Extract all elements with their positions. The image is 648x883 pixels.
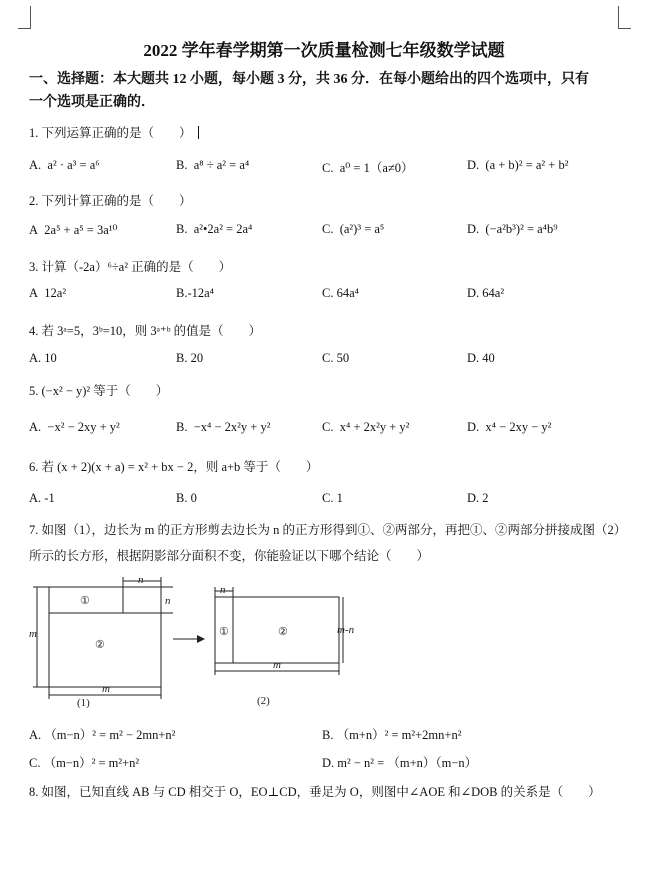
- question-5: 5. (−x² − y)² 等于（ ）: [29, 384, 169, 398]
- q3-option-d[interactable]: D. 64a²: [467, 286, 505, 300]
- fig1-part1-label: ①: [80, 595, 90, 607]
- q6-option-c[interactable]: C. 1: [322, 491, 343, 505]
- q1-option-c[interactable]: C. a⁰ = 1（a≠0）: [322, 161, 414, 175]
- fig2-n-top-label: n: [220, 584, 226, 596]
- q5-option-c[interactable]: C. x⁴ + 2x²y + y²: [322, 420, 410, 434]
- corner-mark-left: [18, 6, 31, 29]
- fig2-part2-label: ②: [278, 626, 288, 638]
- q4-option-c[interactable]: C. 50: [322, 351, 350, 365]
- q5-option-d[interactable]: D. x⁴ − 2xy − y²: [467, 420, 552, 434]
- q3-option-a[interactable]: A 12a²: [29, 286, 67, 300]
- fig1-n-side-label: n: [165, 595, 171, 607]
- fig1-n-top-label: n: [138, 574, 144, 586]
- q2-option-a[interactable]: A 2a⁵ + a⁵ = 3a¹⁰: [29, 223, 118, 237]
- q7-option-a[interactable]: A. （m−n）² = m² − 2mn+n²: [29, 728, 176, 742]
- q6-option-a[interactable]: A. -1: [29, 491, 55, 505]
- section-heading-line2: 一个选项是正确的．: [29, 95, 155, 110]
- fig2-mn-side-label: m-n: [337, 624, 355, 636]
- text-cursor: [198, 126, 200, 139]
- question-3: 3. 计算（-2a）⁶÷a² 正确的是（ ）: [29, 260, 232, 274]
- q4-option-d[interactable]: D. 40: [467, 351, 495, 365]
- q2-option-b[interactable]: B. a²•2a² = 2a⁴: [176, 222, 253, 236]
- q1-option-a[interactable]: A. a² · a³ = a⁶: [29, 158, 100, 172]
- question-7-line1: 7. 如图（1），边长为 m 的正方形剪去边长为 n 的正方形得到①、②两部分，再把①、②两部分拼接成图（2）: [29, 523, 627, 537]
- page-title: 2022 学年春学期第一次质量检测七年级数学试题: [143, 41, 505, 60]
- question-7-figure: [25, 573, 385, 708]
- q1-option-d[interactable]: D. (a + b)² = a² + b²: [467, 158, 569, 172]
- question-4: 4. 若 3ᵃ=5，3ᵇ=10，则 3ᵃ⁺ᵇ 的值是（ ）: [29, 324, 262, 338]
- q3-option-c[interactable]: C. 64a⁴: [322, 286, 359, 300]
- q5-option-b[interactable]: B. −x⁴ − 2x²y + y²: [176, 420, 271, 434]
- corner-mark-right: [618, 6, 631, 29]
- q2-option-d[interactable]: D. (−a²b³)² = a⁴b⁹: [467, 222, 558, 236]
- q3-option-b[interactable]: B.-12a⁴: [176, 286, 215, 300]
- q1-option-b[interactable]: B. a⁸ ÷ a² = a⁴: [176, 158, 250, 172]
- fig1-caption: (1): [77, 697, 90, 708]
- q2-option-c[interactable]: C. (a²)³ = a⁵: [322, 222, 385, 236]
- q6-option-b[interactable]: B. 0: [176, 491, 197, 505]
- question-2: 2. 下列计算正确的是（ ）: [29, 194, 192, 208]
- q7-option-b[interactable]: B. （m+n）² = m²+2mn+n²: [322, 728, 462, 742]
- fig2-m-bottom-label: m: [273, 659, 281, 671]
- question-number: 1.: [29, 126, 39, 140]
- fig2-part1-label: ①: [219, 626, 229, 638]
- fig1-m-side-label: m: [29, 628, 37, 640]
- q6-option-d[interactable]: D. 2: [467, 491, 489, 505]
- q7-option-d[interactable]: D. m² − n² = （m+n）（m−n）: [322, 756, 478, 770]
- fig1-m-bottom-label: m: [102, 683, 110, 695]
- question-7-line2: 所示的长方形，根据阴影部分面积不变，你能验证以下哪个结论（ ）: [29, 549, 430, 563]
- question-6: 6. 若 (x + 2)(x + a) = x² + bx − 2，则 a+b 等于（ ）: [29, 460, 319, 474]
- q4-option-a[interactable]: A. 10: [29, 351, 57, 365]
- question-text: 下列运算正确的是（ ）: [41, 126, 192, 140]
- q5-option-a[interactable]: A. −x² − 2xy + y²: [29, 420, 120, 434]
- question-1: [29, 123, 199, 141]
- q4-option-b[interactable]: B. 20: [176, 351, 204, 365]
- question-8: 8. 如图，已知直线 AB 与 CD 相交于 O，EO⊥CD，垂足为 O，则图中∠AOE 和∠DOB 的关系是（ ）: [29, 785, 601, 799]
- q7-option-c[interactable]: C. （m−n）² = m²+n²: [29, 756, 140, 770]
- fig2-caption: (2): [257, 695, 270, 707]
- fig1-part2-label: ②: [95, 639, 105, 651]
- section-heading-line1: 一、选择题：本大题共 12 小题，每小题 3 分，共 36 分．在每小题给出的四个选项中，只有: [29, 72, 589, 87]
